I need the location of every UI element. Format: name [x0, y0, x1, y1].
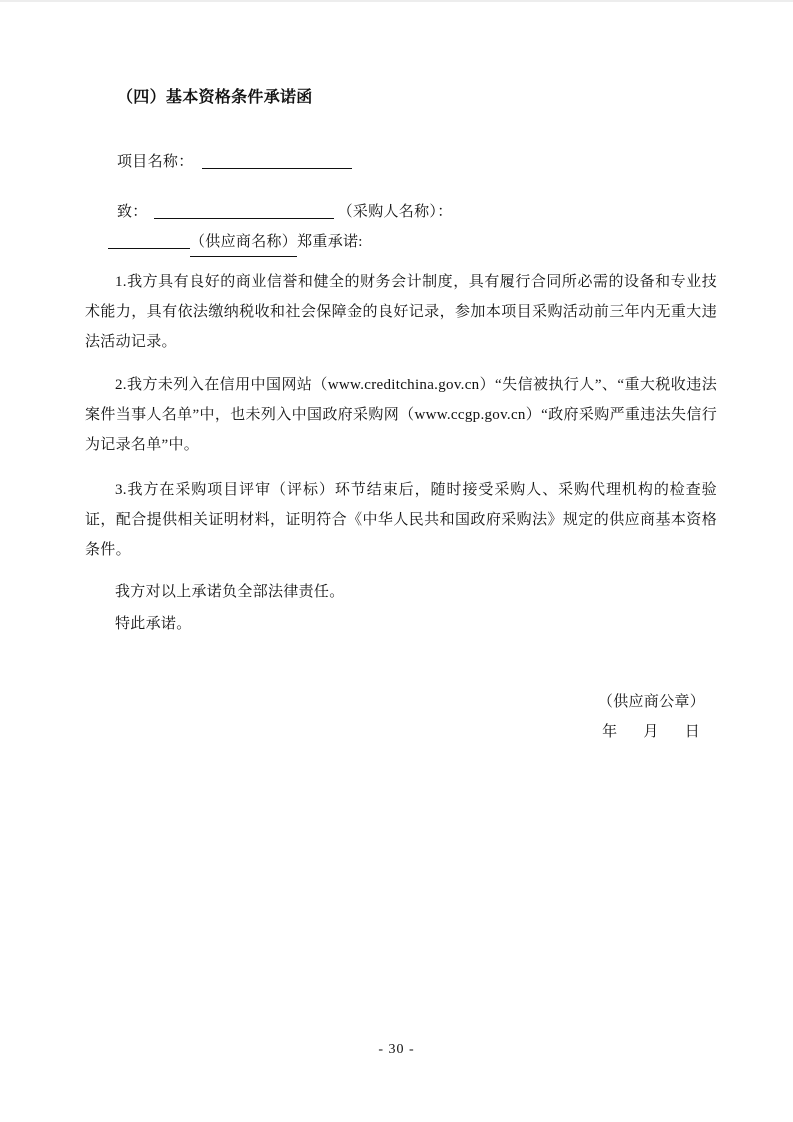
- commitment-paragraph-2: 2.我方未列入在信用中国网站（www.creditchina.gov.cn）“失信被执行人”、“重大税收违法案件当事人名单”中，也未列入中国政府采购网（www.ccgp.gov.cn）“政府采购严重违法失信行为记录名单”中。: [85, 377, 717, 453]
- date-day-label: 日: [684, 724, 700, 740]
- date-row: [85, 717, 717, 747]
- supplier-seal-label: （供应商公章）: [597, 694, 705, 710]
- supplier-promise-row: [108, 227, 717, 257]
- promise-intro-label: 郑重承诺:: [297, 234, 363, 250]
- project-name-blank-field[interactable]: [202, 153, 352, 169]
- closing-statement: 特此承诺。: [115, 616, 192, 632]
- to-label: 致：: [117, 204, 148, 220]
- commitment-paragraph-3: 3.我方在采购项目评审（评标）环节结束后，随时接受采购人、采购代理机构的检查验证，配合提供相关证明材料，证明符合《中华人民共和国政府采购法》规定的供应商基本资格条件。: [85, 482, 717, 558]
- supplier-name-blank-field[interactable]: [108, 233, 190, 249]
- commitment-paragraph-1: 1.我方具有良好的商业信誉和健全的财务会计制度，具有履行合同所必需的设备和专业技术能力，具有依法缴纳税收和社会保障金的良好记录，参加本项目采购活动前三年内无重大违法活动记录。: [85, 274, 717, 350]
- page-number: - 30 -: [378, 1042, 415, 1057]
- addressee-row: [117, 197, 717, 227]
- liability-statement: 我方对以上承诺负全部法律责任。: [115, 584, 345, 600]
- document-title: （四）基本资格条件承诺函: [117, 89, 313, 106]
- project-name-row: [117, 147, 717, 177]
- date-year-label: 年: [602, 724, 618, 740]
- date-month-label: 月: [643, 724, 659, 740]
- supplier-name-label: （供应商名称）: [190, 229, 297, 257]
- purchaser-name-blank-field[interactable]: [154, 203, 334, 219]
- purchaser-name-suffix: （采购人名称）：: [337, 204, 453, 220]
- project-name-label: 项目名称：: [117, 154, 194, 170]
